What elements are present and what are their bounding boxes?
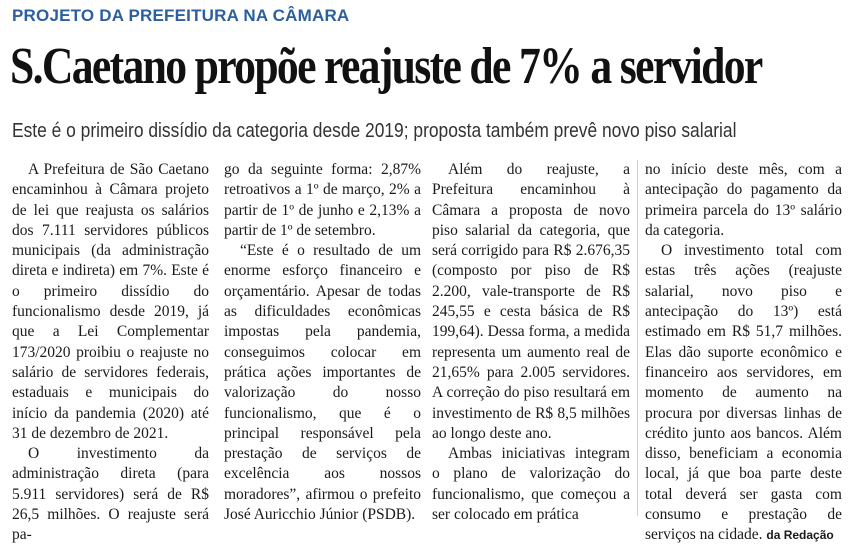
section-kicker: PROJETO DA PREFEITURA NA CÂMARA	[12, 6, 350, 25]
subheadline: Este é o primeiro dissídio da categoria desde 2019; proposta também prevê novo piso salarial	[12, 120, 737, 142]
article-column-2	[224, 160, 421, 524]
article-column-4	[645, 160, 842, 544]
paragraph-5-start: Ambas iniciativas integram o plano de valorização do funcionalismo, que começou a ser colocado em prática	[432, 445, 630, 524]
paragraph-6-text: O investimento total com estas três ações (reajuste salarial, novo piso e antecipação do 13º) está estimado em R$ 51,7 milhões. Elas dão suporte econômico e financeiro aos servidores, em momento de aumento na procura por diversas linhas de crédito junto aos bancos. Além disso, beneficiam a economia local, já que boa parte deste total deverá ser gasta com consumo e prestação de serviços na cidade.	[645, 242, 842, 544]
author-credit: da Redação	[766, 528, 834, 543]
paragraph-3: “Este é o resultado de um enorme esforço financeiro e orçamentário. Apesar de todas as dificuldades econômicas impostas pela pandemia, conseguimos colocar em prática ações importantes de valorização do nosso funcionalismo, que é o principal responsável pela prestação de serviços de excelência aos nossos moradores”, afirmou o prefeito José Auricchio Júnior (PSDB).	[224, 242, 421, 524]
paragraph-4: Além do reajuste, a Prefeitura encaminhou à Câmara a proposta de novo piso salarial da categoria, que será corrigido para R$ 2.676,35 (composto por piso de R$ 2.200, vale-transporte de R$ 245,55 e cesta básica de R$ 199,64). Dessa forma, a medida representa um aumento real de 21,65% para 2.005 servidores. A correção do piso resultará em investimento de R$ 8,5 milhões ao longo deste ano.	[432, 161, 630, 442]
paragraph-1: A Prefeitura de São Caetano encaminhou à Câmara projeto de lei que reajusta os salários dos 7.111 servidores públicos municipais (da administração direta e indireta) em 7%. Este é o primeiro dissídio do funcionalismo desde 2019, já que a Lei Complementar 173/2020 proibiu o reajuste no salário de servidores federais, estaduais e municipais do início da pandemia (2020) até 31 de dezembro de 2021.	[12, 161, 209, 442]
article-column-1	[12, 160, 209, 544]
column-rule	[637, 160, 638, 516]
paragraph-6	[645, 241, 842, 545]
paragraph-2-start: O investimento da administração direta (para 5.911 servidores) será de R$ 26,5 milhões. O reajuste será pa-	[12, 445, 209, 544]
headline: S.Caetano propõe reajuste de 7% a servidor	[10, 38, 762, 95]
paragraph-5-end: no início deste mês, com a antecipação do pagamento da primeira parcela do 13º salário da categoria.	[645, 161, 842, 239]
paragraph-2-end: go da seguinte forma: 2,87% retroativos a 1º de março, 2% a partir de 1º de junho e 2,13% a partir de 1º de setembro.	[224, 161, 421, 239]
article-column-3	[432, 160, 630, 524]
